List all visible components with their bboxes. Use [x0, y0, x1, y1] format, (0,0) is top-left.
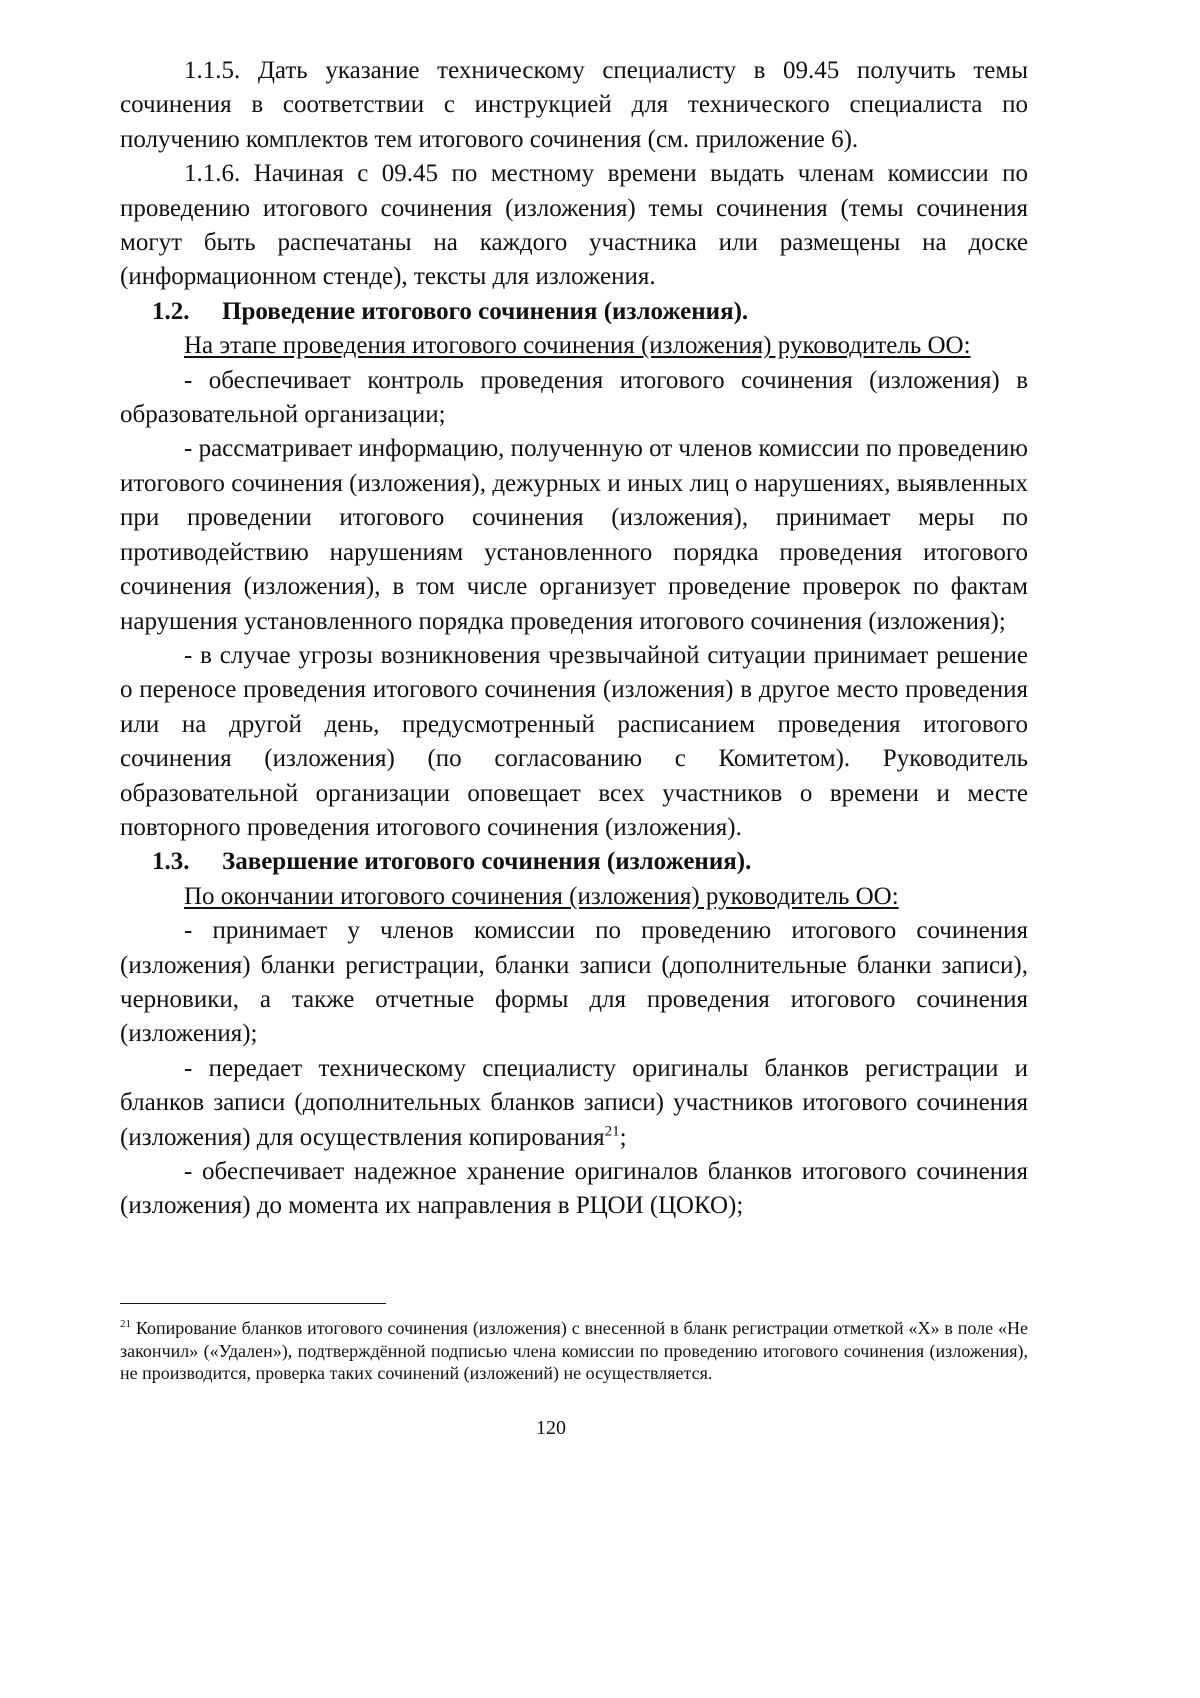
footnote [120, 1317, 1028, 1385]
footnote-marker: 21 [120, 1318, 131, 1330]
footnote-separator [120, 1303, 386, 1304]
section-title: Завершение итогового сочинения (изложения). [222, 848, 752, 876]
list-item [120, 1052, 1028, 1155]
body-text [120, 54, 1028, 1224]
section-number: 1.2. [152, 297, 190, 325]
section-number: 1.3. [152, 848, 190, 876]
paragraph-1-1-6: 1.1.6. Начиная с 09.45 по местному времени выдать членам комиссии по проведению итогового сочинения (изложения) темы сочинения (темы сочинения могут быть распечатаны на каждого участника или размещены на доске (информационном стенде), тексты для изложения. [120, 160, 1028, 291]
list-item: - в случае угрозы возникновения чрезвычайной ситуации принимает решение о переносе проведения итогового сочинения (изложения) в другое место проведения или на другой день, предусмотренный расписанием проведения итогового сочинения (изложения) (по согласованию с Комитетом). Руководитель образовательной организации оповещает всех участников о времени и месте повторного проведения итогового сочинения (изложения). [120, 641, 1028, 841]
section-intro-1-2: На этапе проведения итогового сочинения (изложения) руководитель ОО: [184, 332, 971, 360]
section-title: Проведение итогового сочинения (изложения). [222, 297, 749, 325]
footnote-reference[interactable]: 21 [604, 1123, 620, 1140]
list-item: - принимает у членов комиссии по проведению итогового сочинения (изложения) бланки регистрации, бланки записи (дополнительные бланки записи), черновики, а также отчетные формы для проведения итогового сочинения (изложения); [120, 917, 1028, 1048]
section-heading-1-2 [120, 295, 1028, 329]
list-item-end: ; [619, 1123, 627, 1151]
list-item: - обеспечивает контроль проведения итогового сочинения (изложения) в образовательной организации; [120, 366, 1028, 429]
section-heading-1-3 [120, 845, 1028, 879]
section-intro-1-3: По окончании итогового сочинения (изложения) руководитель ОО: [184, 882, 899, 910]
page-number: 120 [536, 1417, 566, 1439]
paragraph-1-1-5: 1.1.5. Дать указание техническому специалисту в 09.45 получить темы сочинения в соответствии с инструкцией для технического специалиста по получению комплектов тем итогового сочинения (см. приложение 6). [120, 57, 1028, 153]
list-item: - рассматривает информацию, полученную от членов комиссии по проведению итогового сочинения (изложения), дежурных и иных лиц о нарушениях, выявленных при проведении итогового сочинения (изложения), принимает меры по противодействию нарушениям установленного порядка проведения итогового сочинения (изложения), в том числе организует проведение проверок по фактам нарушения установленного порядка проведения итогового сочинения (изложения); [120, 435, 1028, 635]
list-item-text: - передает техническому специалисту оригиналы бланков регистрации и бланков записи (дополнительных бланков записи) участников итогового сочинения (изложения) для осуществления копирования [120, 1054, 1028, 1151]
footnote-text: Копирование бланков итогового сочинения (изложения) с внесенной в бланк регистрации отметкой «X» в поле «Не закончил» («Удален»), подтверждённой подписью члена комиссии по проведению итогового сочинения (изложения), не производится, проверка таких сочинений (изложений) не осуществляется. [120, 1318, 1028, 1384]
list-item: - обеспечивает надежное хранение оригиналов бланков итогового сочинения (изложения) до момента их направления в РЦОИ (ЦОКО); [120, 1158, 1028, 1220]
